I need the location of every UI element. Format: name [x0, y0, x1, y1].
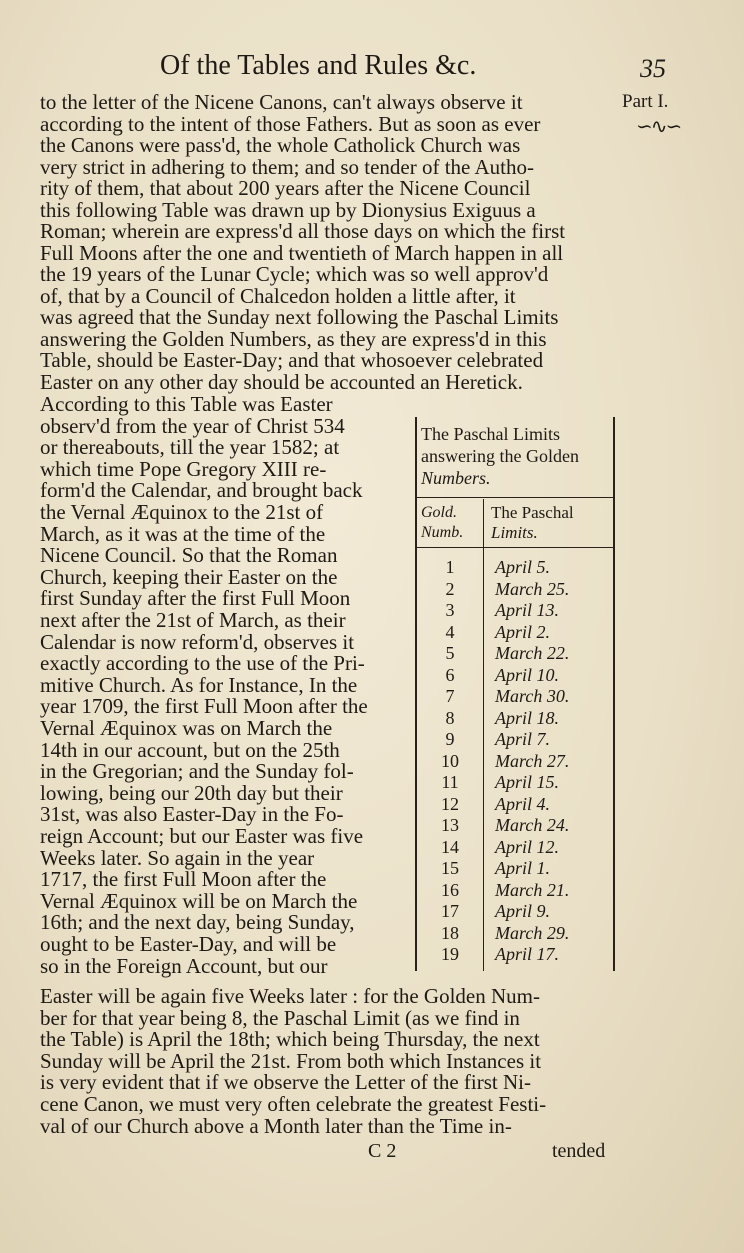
paschal-limit-cell: March 25. [495, 578, 570, 599]
text-line: Full Moons after the one and twentieth of March happen in all [40, 240, 564, 265]
text-line: the Vernal Æquinox to the 21st of [40, 500, 324, 524]
golden-number-cell: 14 [441, 836, 459, 857]
golden-number-cell: 6 [445, 664, 455, 685]
table-row [417, 643, 613, 665]
text-line: cene Canon, we must very often celebrate the greatest Festi- [40, 1092, 547, 1116]
margin-ornament-icon: ∽∿∽ [636, 116, 681, 138]
paschal-limit-cell: April 10. [495, 664, 560, 685]
table-row [417, 600, 613, 622]
table-rule [417, 547, 613, 548]
catchword: tended [552, 1140, 606, 1162]
text-line: very strict in adhering to them; and so tender of the Autho- [40, 154, 534, 179]
text-line: according to the intent of those Fathers. But as soon as ever [40, 111, 541, 136]
text-line: to the letter of the Nicene Canons, can't always observe it [40, 90, 523, 114]
table-title-line: answering the Golden [421, 446, 579, 466]
page-number: 35 [640, 54, 666, 83]
signature-mark: C 2 [368, 1140, 397, 1162]
paschal-limit-cell: April 7. [495, 729, 551, 749]
paschal-limit-cell: April 18. [495, 707, 560, 728]
golden-number-cell: 7 [445, 686, 455, 706]
column-header-line: Numb. [421, 524, 464, 541]
text-line: so in the Foreign Account, but our [40, 953, 328, 978]
text-line: Roman; wherein are express'd all those days on which the first [40, 219, 566, 243]
golden-number-cell: 15 [441, 858, 459, 878]
golden-number-cell: 1 [445, 557, 455, 577]
text-line: form'd the Calendar, and brought back [40, 478, 363, 503]
paschal-limit-cell: March 21. [495, 879, 570, 900]
paschal-limit-cell: March 27. [495, 750, 570, 771]
golden-number-cell: 4 [445, 621, 455, 642]
text-line: Nicene Council. So that the Roman [40, 543, 338, 568]
paschal-limit-cell: April 9. [495, 901, 551, 921]
text-line: ber for that year being 8, the Paschal Limit (as we find in [40, 1005, 520, 1030]
table-row [417, 579, 613, 601]
table-row [417, 665, 613, 687]
paschal-limit-cell: March 22. [495, 643, 570, 663]
text-line: 1717, the first Full Moon after the [40, 867, 327, 892]
text-line: According to this Table was Easter [40, 392, 333, 416]
table-title-line: The Paschal Limits [421, 424, 560, 444]
golden-number-cell: 12 [441, 793, 459, 814]
paschal-limit-cell: April 5. [495, 557, 551, 577]
table-row [417, 557, 613, 579]
text-line: in the Gregorian; and the Sunday fol- [40, 759, 354, 784]
golden-number-cell: 11 [441, 772, 459, 792]
paschal-limit-cell: April 1. [495, 858, 551, 878]
golden-number-cell: 3 [445, 600, 455, 620]
paschal-limit-cell: April 4. [495, 793, 551, 814]
table-row [417, 815, 613, 837]
text-line: 31st, was also Easter-Day in the Fo- [40, 802, 344, 827]
table-row [417, 622, 613, 644]
text-line: Church, keeping their Easter on the [40, 564, 338, 589]
text-line: reign Account; but our Easter was five [40, 824, 364, 848]
paschal-limits-table [415, 417, 615, 971]
paschal-limit-cell: April 2. [495, 621, 551, 642]
text-line: or thereabouts, till the year 1582; at [40, 435, 340, 460]
paschal-limit-cell: March 24. [495, 815, 570, 835]
text-line: val of our Church above a Month later than the Time in- [40, 1113, 512, 1138]
text-line: exactly according to the use of the Pri- [40, 651, 365, 676]
text-line: 14th in our account, but on the 25th [40, 737, 340, 762]
table-row [417, 729, 613, 751]
text-line: the 19 years of the Lunar Cycle; which was so well approv'd [40, 262, 549, 286]
column-header-golden-number [421, 503, 463, 543]
table-row [417, 686, 613, 708]
table-title-line: Numbers. [421, 468, 491, 488]
text-line: the Table) is April the 18th; which being Thursday, the next [40, 1027, 540, 1052]
text-line: which time Pope Gregory XIII re- [40, 456, 327, 481]
table-title [421, 423, 611, 489]
text-line: 16th; and the next day, being Sunday, [40, 910, 355, 935]
paschal-limit-cell: April 12. [495, 836, 560, 857]
paschal-limit-cell: April 15. [495, 772, 560, 792]
text-line: Vernal Æquinox was on March the [40, 716, 333, 740]
text-line: Sunday will be April the 21st. From both which Instances it [40, 1048, 542, 1073]
text-line: answering the Golden Numbers, as they are express'd in this [40, 326, 547, 351]
text-line: observ'd from the year of Christ 534 [40, 413, 345, 438]
column-header-paschal-limit [491, 503, 574, 543]
text-line: first Sunday after the first Full Moon [40, 586, 351, 611]
running-header [0, 50, 744, 90]
text-line: March, as it was at the time of the [40, 521, 326, 546]
text-line: Easter on any other day should be accounted an Heretick. [40, 369, 523, 394]
paschal-limit-cell: April 17. [495, 944, 560, 964]
golden-number-cell: 17 [441, 901, 459, 921]
text-line: is very evident that if we observe the Letter of the first Ni- [40, 1070, 531, 1095]
paschal-limit-cell: April 13. [495, 600, 560, 620]
text-line: Calendar is now reform'd, observes it [40, 629, 355, 654]
column-header-line: Limits. [491, 523, 538, 542]
text-line: Weeks later. So again in the year [40, 845, 315, 870]
table-row [417, 923, 613, 945]
text-line: lowing, being our 20th day but their [40, 780, 343, 805]
table-row [417, 794, 613, 816]
table-row [417, 858, 613, 880]
table-row [417, 837, 613, 859]
column-header-line: The Paschal [491, 503, 574, 522]
table-rule [417, 497, 613, 498]
table-row [417, 901, 613, 923]
margin-note: Part I. [622, 91, 669, 112]
text-line: ought to be Easter-Day, and will be [40, 932, 337, 956]
text-line: was agreed that the Sunday next following the Paschal Limits [40, 305, 559, 329]
text-line: the Canons were pass'd, the whole Catholick Church was [40, 133, 521, 157]
text-line: rity of them, that about 200 years after the Nicene Council [40, 176, 531, 200]
paschal-limit-cell: March 29. [495, 922, 570, 943]
golden-number-cell: 16 [441, 879, 459, 900]
text-line: next after the 21st of March, as their [40, 608, 346, 632]
golden-number-cell: 18 [441, 922, 459, 943]
table-row [417, 708, 613, 730]
column-header-line: Gold. [421, 504, 457, 521]
text-line: Easter will be again five Weeks later : for the Golden Num- [40, 984, 541, 1008]
golden-number-cell: 2 [445, 578, 455, 599]
table-row [417, 772, 613, 794]
golden-number-cell: 10 [441, 750, 459, 771]
golden-number-cell: 5 [445, 643, 455, 663]
text-line: mitive Church. As for Instance, In the [40, 672, 358, 697]
table-row [417, 751, 613, 773]
table-row [417, 944, 613, 966]
text-line: this following Table was drawn up by Dionysius Exiguus a [40, 197, 536, 222]
golden-number-cell: 13 [441, 815, 459, 835]
table-row [417, 880, 613, 902]
text-line: Table, should be Easter-Day; and that whosoever celebrated [40, 348, 544, 372]
paschal-limit-cell: March 30. [495, 686, 570, 706]
text-line: Vernal Æquinox will be on March the [40, 888, 358, 913]
golden-number-cell: 9 [445, 729, 455, 749]
text-line: of, that by a Council of Chalcedon holden a little after, it [40, 283, 516, 308]
text-line: year 1709, the first Full Moon after the [40, 694, 368, 719]
page-title: Of the Tables and Rules &c. [160, 50, 477, 81]
golden-number-cell: 19 [441, 944, 459, 964]
golden-number-cell: 8 [445, 707, 455, 728]
